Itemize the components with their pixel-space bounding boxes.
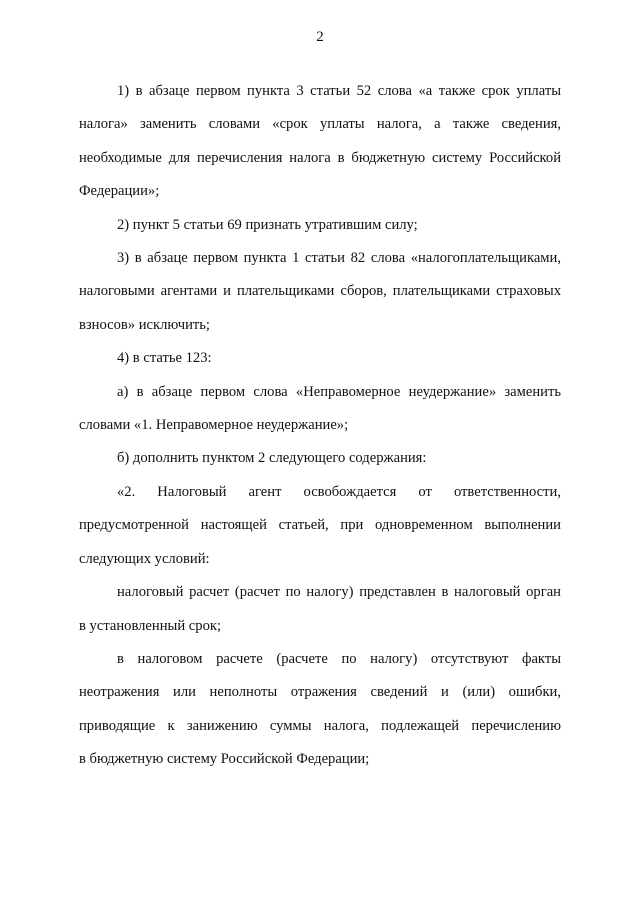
text-line: в установленный срок; xyxy=(79,617,222,634)
document-body xyxy=(79,75,561,777)
text-line: 3) в абзаце первом пункта 1 статьи 82 слова «налогоплательщиками, xyxy=(117,250,561,267)
text-line: 4) в статье 123: xyxy=(117,350,212,367)
text-line: взносов» исключить; xyxy=(79,316,210,333)
paragraph-8 xyxy=(79,576,561,643)
paragraph-4 xyxy=(79,342,561,375)
text-line: налоговыми агентами и плательщиками сборов, плательщиками страховых xyxy=(79,283,561,300)
text-line: неотражения или неполноты отражения сведений и (или) ошибки, xyxy=(79,684,561,701)
text-line: необходимые для перечисления налога в бюджетную систему Российской xyxy=(79,149,561,166)
text-line: а) в абзаце первом слова «Неправомерное неудержание» заменить xyxy=(117,383,561,400)
text-line: приводящие к занижению суммы налога, подлежащей перечислению xyxy=(79,717,561,734)
text-line: «2. Налоговый агент освобождается от ответственности, xyxy=(117,483,561,500)
text-line: б) дополнить пунктом 2 следующего содержания: xyxy=(117,450,427,467)
text-line: 1) в абзаце первом пункта 3 статьи 52 слова «а также срок уплаты xyxy=(117,83,561,99)
text-line: Федерации»; xyxy=(79,183,160,200)
paragraph-7 xyxy=(79,476,561,576)
paragraph-5 xyxy=(79,376,561,443)
text-line: налога» заменить словами «срок уплаты налога, а также сведения, xyxy=(79,116,561,133)
text-line: следующих условий: xyxy=(79,550,210,567)
text-line: 2) пункт 5 статьи 69 признать утратившим силу; xyxy=(117,216,418,233)
paragraph-6 xyxy=(79,442,561,475)
text-line: словами «1. Неправомерное неудержание»; xyxy=(79,417,349,434)
paragraph-1 xyxy=(79,75,561,209)
text-line: в налоговом расчете (расчете по налогу) отсутствуют факты xyxy=(117,650,561,667)
text-line: налоговый расчет (расчет по налогу) представлен в налоговый орган xyxy=(117,584,561,601)
text-line: предусмотренной настоящей статьей, при одновременном выполнении xyxy=(79,517,561,534)
paragraph-9 xyxy=(79,643,561,777)
text-line: в бюджетную систему Российской Федерации; xyxy=(79,751,370,768)
paragraph-2 xyxy=(79,209,561,242)
page-number: 2 xyxy=(316,29,324,45)
paragraph-3 xyxy=(79,242,561,342)
